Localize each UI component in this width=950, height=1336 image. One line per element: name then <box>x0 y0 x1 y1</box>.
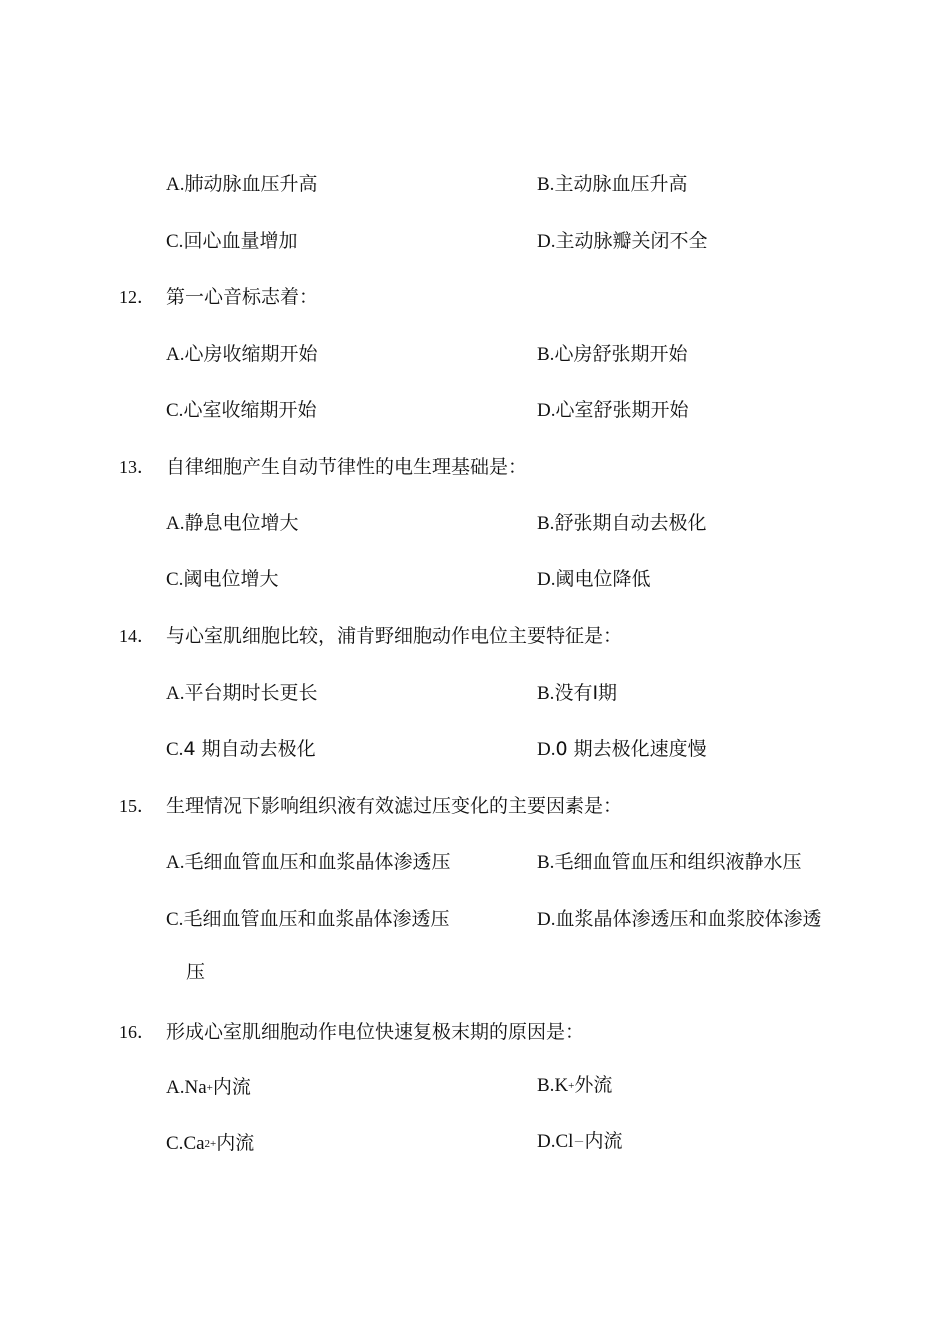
option-text: 血浆晶体渗透压和血浆胶体渗透 <box>555 908 822 930</box>
ion-symbol: Ca <box>183 1133 205 1154</box>
ion-charge: 2+ <box>204 1138 217 1150</box>
option-letter: C. <box>166 231 184 252</box>
option-text: 毛细血管血压和血浆晶体渗透压 <box>184 851 451 873</box>
q12-option-d <box>537 398 689 423</box>
ion-symbol: Cl <box>555 1131 574 1152</box>
option-text: 外流 <box>574 1074 613 1096</box>
option-text: 心室收缩期开始 <box>183 399 317 421</box>
option-letter: B. <box>537 513 555 534</box>
q13-option-c <box>166 567 278 592</box>
option-letter: D. <box>537 909 556 930</box>
option-letter: D. <box>537 569 556 590</box>
q13-option-a <box>166 511 299 536</box>
q15-number: 15． <box>119 796 155 816</box>
option-letter: C. <box>166 909 184 930</box>
q16-option-b <box>537 1073 612 1098</box>
q12-stem: 第一心音标志着： <box>166 286 319 308</box>
q15-option-b <box>537 850 801 875</box>
option-letter: B. <box>537 344 555 365</box>
option-text: 静息电位增大 <box>184 512 299 534</box>
option-letter: C. <box>166 1133 184 1154</box>
option-text: 4 期自动去极化 <box>183 738 316 760</box>
ion-charge: + <box>568 1080 575 1092</box>
q15-option-c <box>166 907 449 932</box>
option-text: 毛细血管血压和血浆晶体渗透压 <box>183 908 450 930</box>
q14-number: 14． <box>119 626 155 646</box>
option-letter: A. <box>166 513 185 534</box>
option-text: 没有Ⅰ期 <box>554 682 618 704</box>
option-letter: D. <box>537 400 556 421</box>
option-letter: D. <box>537 739 556 760</box>
ion-charge: － <box>573 1136 585 1148</box>
q16-stem: 形成心室肌细胞动作电位快速复极末期的原因是： <box>166 1021 585 1043</box>
q14-option-d <box>537 737 707 762</box>
q13-number: 13． <box>119 457 155 477</box>
option-text: 内流 <box>584 1130 623 1152</box>
option-text: 毛细血管血压和组织液静水压 <box>554 851 802 873</box>
option-text: 心室舒张期开始 <box>555 399 689 421</box>
q16-option-c <box>166 1131 254 1156</box>
option-letter: D. <box>537 231 556 252</box>
ion-symbol: Na <box>184 1077 207 1098</box>
option-letter: A. <box>166 683 185 704</box>
q16-number: 16． <box>119 1022 155 1042</box>
option-letter: C. <box>166 569 184 590</box>
q16-option-a <box>166 1075 251 1100</box>
ion-symbol: K <box>554 1075 569 1096</box>
option-text: 内流 <box>216 1132 255 1154</box>
q15-option-d <box>537 907 822 932</box>
option-letter: A. <box>166 852 185 873</box>
option-text: 主动脉瓣关闭不全 <box>555 230 708 252</box>
option-letter: B. <box>537 852 555 873</box>
q12-option-b <box>537 342 687 367</box>
q13-option-d <box>537 567 651 592</box>
q11-option-b <box>537 172 687 197</box>
q13-stem: 自律细胞产生自动节律性的电生理基础是： <box>166 456 528 478</box>
option-text: 阈电位增大 <box>183 568 279 590</box>
q11-option-d <box>537 229 708 254</box>
option-letter: A. <box>166 1077 185 1098</box>
q16-option-d <box>537 1129 622 1154</box>
option-text: 阈电位降低 <box>555 568 651 590</box>
option-text: 肺动脉血压升高 <box>184 173 318 195</box>
option-letter: A. <box>166 174 185 195</box>
q15-option-a <box>166 850 451 875</box>
q11-option-c <box>166 229 297 254</box>
option-text: 舒张期自动去极化 <box>554 512 707 534</box>
option-letter: B. <box>537 1075 555 1096</box>
option-letter: C. <box>166 400 184 421</box>
option-letter: B. <box>537 683 555 704</box>
ion-charge: + <box>206 1082 213 1094</box>
q12-number: 12． <box>119 287 155 307</box>
option-letter: A. <box>166 344 185 365</box>
q14-option-a <box>166 681 318 706</box>
q15-option-c-wrap: 压 <box>186 961 206 983</box>
option-text: 回心血量增加 <box>183 230 298 252</box>
option-letter: C. <box>166 739 184 760</box>
option-text: 主动脉血压升高 <box>554 173 688 195</box>
option-text: 0 期去极化速度慢 <box>555 738 707 760</box>
q15-stem: 生理情况下影响组织液有效滤过压变化的主要因素是： <box>166 795 623 817</box>
q14-stem: 与心室肌细胞比较，浦肯野细胞动作电位主要特征是： <box>166 625 623 647</box>
q14-option-c <box>166 737 316 762</box>
q12-option-a <box>166 342 318 367</box>
option-text: 心房舒张期开始 <box>554 343 688 365</box>
option-text: 平台期时长更长 <box>184 682 318 704</box>
option-text: 心房收缩期开始 <box>184 343 318 365</box>
q14-option-b <box>537 681 617 706</box>
option-letter: D. <box>537 1131 556 1152</box>
q11-option-a <box>166 172 318 197</box>
option-letter: B. <box>537 174 555 195</box>
option-text: 内流 <box>212 1076 251 1098</box>
q13-option-b <box>537 511 706 536</box>
q12-option-c <box>166 398 316 423</box>
